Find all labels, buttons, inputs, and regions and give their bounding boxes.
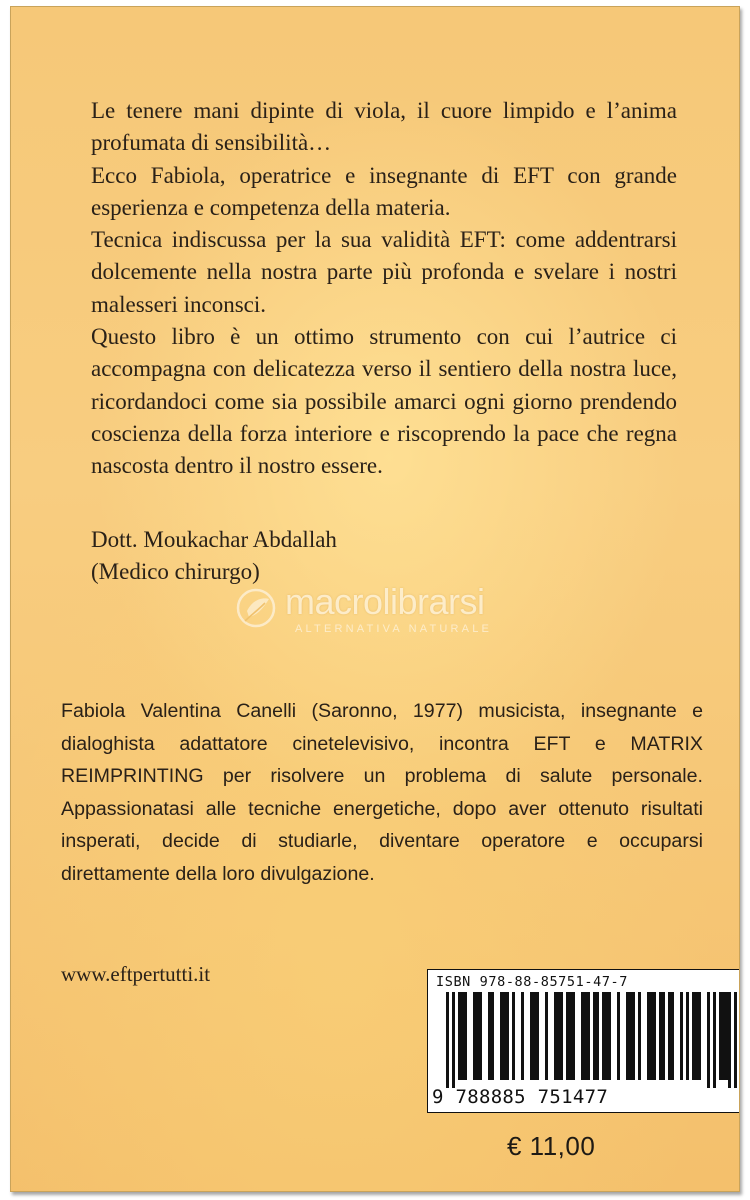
review-paragraph: Questo libro è un ottimo strumento con cui l’autrice ci accompagna con delicatezza verso il sentiero della nostra luce, ricordandoci come sia possibile amarci ogni giorno prendendo coscienza della forza interiore e riscoprendo la pace che regna nascosta dentro il nostro essere.	[91, 324, 677, 479]
watermark-name: macrolibrarsi	[285, 581, 485, 622]
signature-title: (Medico chirurgo)	[91, 559, 260, 584]
isbn-label: ISBN 978-88-85751-47-7	[436, 974, 629, 990]
price-label: € 11,00	[507, 1131, 596, 1161]
isbn-barcode	[427, 969, 740, 1113]
author-bio: Fabiola Valentina Canelli (Saronno, 1977) musicista, insegnante e dialoghista adattatore cinetelevisivo, incontra EFT e MATRIX REIMPRINTING per risolvere un problema di salute personale. Appassionatasi alle tecniche energetiche, dopo aver ottenuto risultati insperati, decide di studiarle, diventare operatore e occuparsi direttamente della loro divulgazione.	[61, 700, 703, 885]
review-text	[91, 95, 677, 483]
review-paragraph: Le tenere mani dipinte di viola, il cuore limpido e l’anima profumata di sensibilità…	[91, 98, 677, 156]
signature-name: Dott. Moukachar Abdallah	[91, 527, 337, 552]
review-signature	[91, 524, 337, 588]
leaf-logo-icon	[233, 585, 279, 631]
website-url: www.eftpertutti.it	[61, 962, 211, 986]
barcode-bars	[446, 992, 740, 1088]
watermark-tagline: ALTERNATIVA NATURALE	[295, 623, 493, 635]
review-paragraph: Tecnica indiscussa per la sua validità EFT: come addentrarsi dolcemente nella nostra parte più profonda e svelare i nostri malesseri inconsci.	[91, 227, 677, 317]
ean-digits: 9 788885 751477	[432, 1086, 609, 1108]
review-paragraph: Ecco Fabiola, operatrice e insegnante di EFT con grande esperienza e competenza della materia.	[91, 162, 677, 220]
book-back-cover	[10, 6, 740, 1192]
macrolibrarsi-watermark	[233, 581, 553, 641]
